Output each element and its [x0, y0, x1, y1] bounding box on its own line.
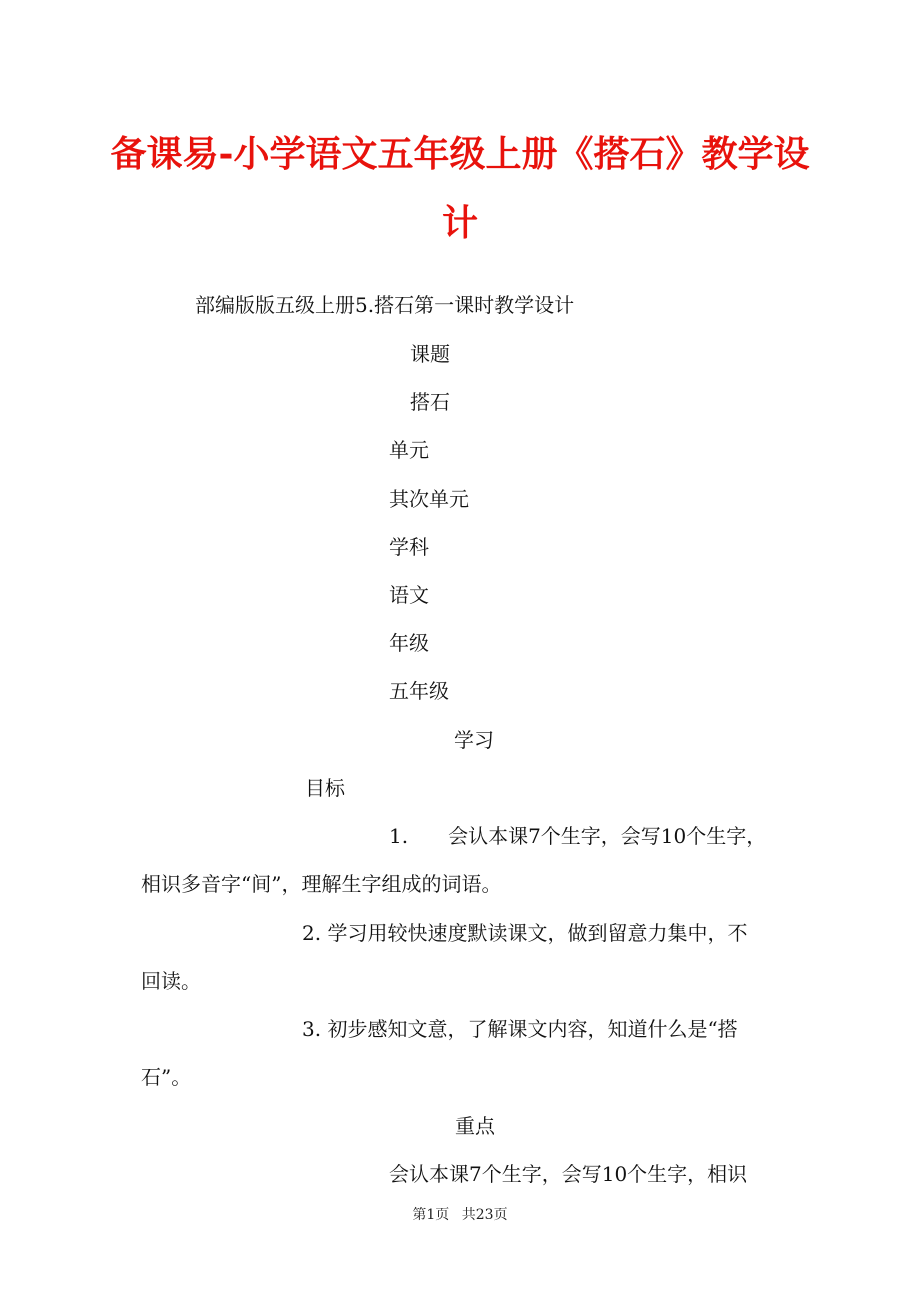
document-title-line-2: 计 [441, 202, 478, 244]
goal-2-line-1: 2. 学习用较快速度默读课文，做到留意力集中，不 [302, 921, 748, 945]
field-label-grade: 年级 [389, 631, 429, 655]
goal-1-line-1: 1. 会认本课7个生字，会写10个生字， [389, 824, 767, 848]
field-label-unit: 单元 [389, 438, 429, 462]
field-label-lesson: 课题 [410, 342, 450, 366]
field-value-lesson: 搭石 [410, 390, 450, 414]
goal-1-line-2: 相识多音字“间”，理解生字组成的词语。 [141, 872, 502, 896]
goal-3-line-1: 3. 初步感知文意，了解课文内容，知道什么是“搭 [302, 1017, 738, 1041]
field-value-unit: 其次单元 [389, 487, 469, 511]
field-label-subject: 学科 [389, 535, 429, 559]
key-points-line-1: 会认本课7个生字，会写10个生字，相识 [389, 1162, 748, 1186]
subtitle: 部编版版五级上册5.搭石第一课时教学设计 [195, 293, 575, 317]
goal-2-line-2: 回读。 [141, 969, 201, 993]
field-label-goals-part1: 学习 [454, 728, 494, 752]
document-title-line-1: 备课易-小学语文五年级上册《搭石》教学设 [110, 133, 810, 175]
page-footer [0, 1206, 920, 1224]
field-value-grade: 五年级 [389, 679, 449, 703]
goal-3-line-2: 石”。 [141, 1065, 192, 1089]
page-total: 共23页 [461, 1207, 508, 1223]
field-label-goals-part2: 目标 [305, 776, 345, 800]
field-label-key-points: 重点 [455, 1114, 495, 1138]
page-number: 第1页 [412, 1207, 450, 1223]
field-value-subject: 语文 [389, 583, 429, 607]
